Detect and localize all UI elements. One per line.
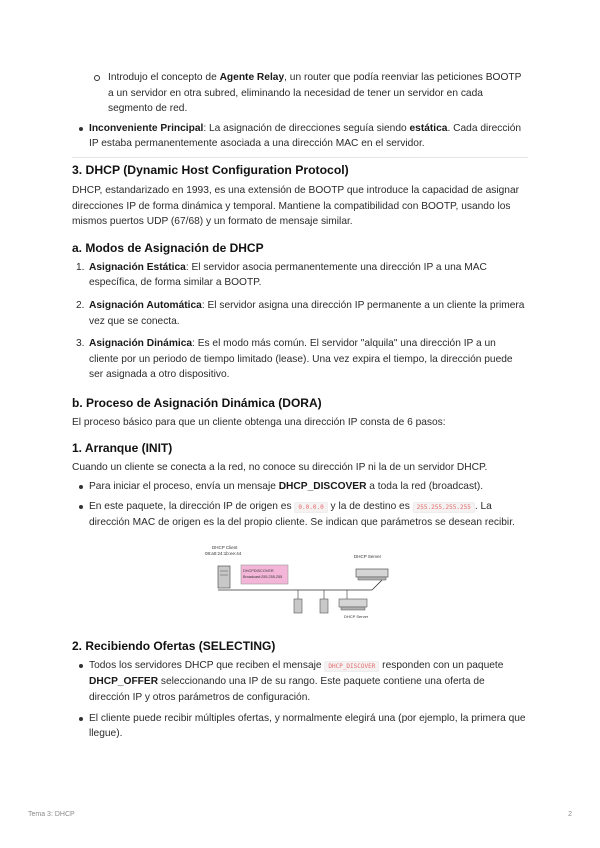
- selecting-list: [78, 658, 528, 742]
- discover-message-title: DHCPDISCOVER: [243, 568, 274, 573]
- init-list: [78, 479, 528, 531]
- list-item: Todos los servidores DHCP que reciben el mensaje DHCP_DISCOVER responden con un paquete DHCP_OFFER seleccionando una IP de su rango. Este paquete contiene una oferta de dirección IP y otros parámetros de configuración.: [78, 658, 528, 706]
- list-item: 2. Asignación Automática: El servidor asigna una dirección IP permanente a un cliente la primera vez que se conecta.: [76, 299, 525, 327]
- code-dest-ip: 255.255.255.255: [413, 502, 475, 513]
- list-item: Inconveniente Principal: La asignación de direcciones seguía siendo estática. Cada dirección IP estaba permanentemente asociada a una dirección MAC en el servidor.: [78, 121, 528, 152]
- dhcp-discover-diagram: [72, 543, 528, 631]
- content: [72, 70, 528, 742]
- page-number: 2: [568, 811, 572, 818]
- dora-intro: El proceso básico para que un cliente obtenga una dirección IP consta de 6 pasos:: [72, 416, 446, 428]
- code-source-ip: 0.0.0.0: [294, 502, 327, 513]
- modes-list: [76, 260, 528, 383]
- list-item: Introdujo el concepto de Agente Relay, un router que podía reenviar las peticiones BOOTP a un servidor en otra subred, eliminando la necesidad de tener un servidor en cada segmento de red.: [92, 70, 528, 117]
- section-intro: DHCP, estandarizado en 1993, es una extensión de BOOTP que introduce la capacidad de asignar direcciones IP de forma dinámica y temporal. Mantiene la compatibilidad con BOOTP, usando los mismos puertos UDP (67/68) y un formato de mensaje similar.: [72, 184, 520, 228]
- discover-message-dest: Broadcast:255.255.255: [243, 574, 283, 579]
- drawback-list: [78, 121, 528, 152]
- divider: [72, 157, 528, 158]
- host-computer-icon: [320, 599, 328, 613]
- code-discover: DHCP_DISCOVER: [324, 661, 379, 672]
- dora-title: b. Proceso de Asignación Dinámica (DORA): [72, 395, 322, 410]
- client-label-2: 08:a0:24:1b:ee:44: [205, 550, 242, 556]
- dhcp-server-icon: [356, 569, 388, 580]
- list-item: 3. Asignación Dinámica: Es el modo más común. El servidor "alquila" una dirección IP a un cliente por un periodo de tiempo limitado (lease). Una vez expira el tiempo, la dirección puede ser asignada a otro dispositivo.: [76, 338, 513, 381]
- client-label-1: DHCP Client: [212, 544, 238, 550]
- modes-title: a. Modos de Asignación de DHCP: [72, 240, 264, 255]
- list-item: Para iniciar el proceso, envía un mensaje DHCP_DISCOVER a toda la red (broadcast).: [78, 479, 528, 495]
- init-intro: Cuando un cliente se conecta a la red, no conoce su dirección IP ni la de un servidor DHCP.: [72, 461, 488, 473]
- list-item: El cliente puede recibir múltiples ofertas, y normalmente elegirá una (por ejemplo, la primera que llegue).: [78, 711, 528, 742]
- selecting-title: 2. Recibiendo Ofertas (SELECTING): [72, 638, 276, 653]
- host-computer-icon: [294, 599, 302, 613]
- diagram-svg: [72, 543, 528, 631]
- footer-title: Tema 3: DHCP: [28, 811, 75, 818]
- section-title: 3. DHCP (Dynamic Host Configuration Protocol): [72, 162, 349, 177]
- server2-label: DHCP Server: [344, 613, 369, 619]
- server-link: [372, 580, 382, 590]
- list-item: 1. Asignación Estática: El servidor asocia permanentemente una dirección IP a una MAC específica, de forma similar a BOOTP.: [76, 261, 487, 289]
- init-title: 1. Arranque (INIT): [72, 440, 173, 455]
- client-computer-icon: [218, 566, 230, 588]
- server-label: DHCP Server: [354, 553, 382, 559]
- secondary-server-icon: [339, 599, 367, 610]
- relay-sublist: [92, 70, 528, 117]
- list-item: En este paquete, la dirección IP de origen es 0.0.0.0 y la de destino es 255.255.255.255 . La dirección MAC de origen es la del propio cliente. Se indican que parámetros se desean recibir.: [78, 499, 528, 531]
